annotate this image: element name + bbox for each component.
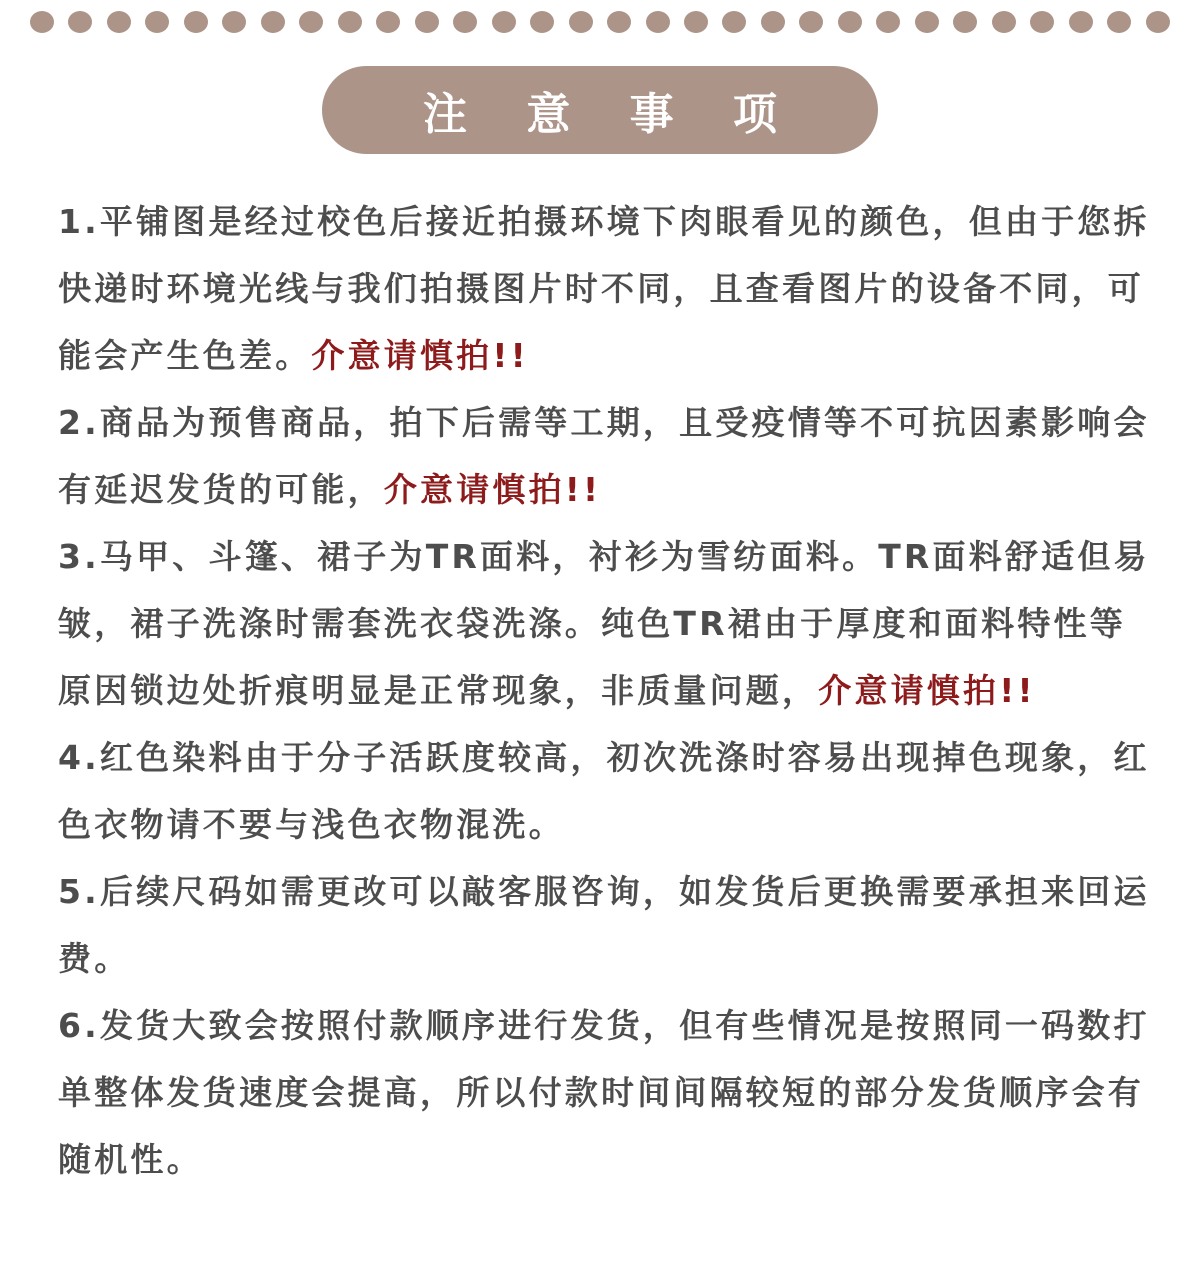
decorative-dot — [569, 11, 593, 33]
note-item-2 — [58, 389, 1158, 523]
note-item-6 — [58, 992, 1158, 1193]
decorative-dot — [992, 11, 1016, 33]
decorative-dot — [646, 11, 670, 33]
decorative-dot — [1146, 11, 1170, 33]
decorative-dot — [492, 11, 516, 33]
decorative-dot-row — [30, 10, 1170, 34]
warning-text: 介意请慎拍!! — [383, 470, 602, 509]
decorative-dot — [30, 11, 54, 33]
decorative-dot — [261, 11, 285, 33]
decorative-dot — [722, 11, 746, 33]
decorative-dot — [876, 11, 900, 33]
note-item-3 — [58, 523, 1158, 724]
note-text: 5.后续尺码如需更改可以敲客服咨询，如发货后更换需要承担来回运费。 — [58, 872, 1150, 978]
title-banner — [322, 66, 878, 154]
decorative-dot — [953, 11, 977, 33]
decorative-dot — [299, 11, 323, 33]
decorative-dot — [1069, 11, 1093, 33]
note-text: 3.马甲、斗篷、裙子为TR面料，衬衫为雪纺面料。TR面料舒适但易皱，裙子洗涤时需套洗衣袋洗涤。纯色TR裙由于厚度和面料特性等原因锁边处折痕明显是正常现象，非质量问题， — [58, 537, 1150, 710]
warning-text: 介意请慎拍!! — [311, 336, 529, 375]
decorative-dot — [184, 11, 208, 33]
notes-list — [58, 188, 1158, 1193]
decorative-dot — [915, 11, 939, 33]
decorative-dot — [453, 11, 477, 33]
decorative-dot — [338, 11, 362, 33]
decorative-dot — [607, 11, 631, 33]
decorative-dot — [799, 11, 823, 33]
decorative-dot — [415, 11, 439, 33]
decorative-dot — [376, 11, 400, 33]
decorative-dot — [761, 11, 785, 33]
decorative-dot — [838, 11, 862, 33]
decorative-dot — [107, 11, 131, 33]
warning-text: 介意请慎拍!! — [818, 671, 1036, 710]
note-item-1 — [58, 188, 1158, 389]
decorative-dot — [222, 11, 246, 33]
decorative-dot — [145, 11, 169, 33]
note-text: 6.发货大致会按照付款顺序进行发货，但有些情况是按照同一码数打单整体发货速度会提高，所以付款时间间隔较短的部分发货顺序会有随机性。 — [58, 1006, 1150, 1179]
note-text: 2.商品为预售商品，拍下后需等工期，且受疫情等不可抗因素影响会有延迟发货的可能， — [58, 403, 1150, 509]
note-text: 1.平铺图是经过校色后接近拍摄环境下肉眼看见的颜色，但由于您拆快递时环境光线与我们拍摄图片时不同，且查看图片的设备不同，可能会产生色差。 — [58, 202, 1150, 375]
note-item-5 — [58, 858, 1158, 992]
page-title: 注 意 事 项 — [423, 89, 799, 140]
decorative-dot — [530, 11, 554, 33]
decorative-dot — [68, 11, 92, 33]
note-text: 4.红色染料由于分子活跃度较高，初次洗涤时容易出现掉色现象，红色衣物请不要与浅色衣物混洗。 — [58, 738, 1150, 844]
decorative-dot — [1030, 11, 1054, 33]
decorative-dot — [1107, 11, 1131, 33]
note-item-4 — [58, 724, 1158, 858]
decorative-dot — [684, 11, 708, 33]
